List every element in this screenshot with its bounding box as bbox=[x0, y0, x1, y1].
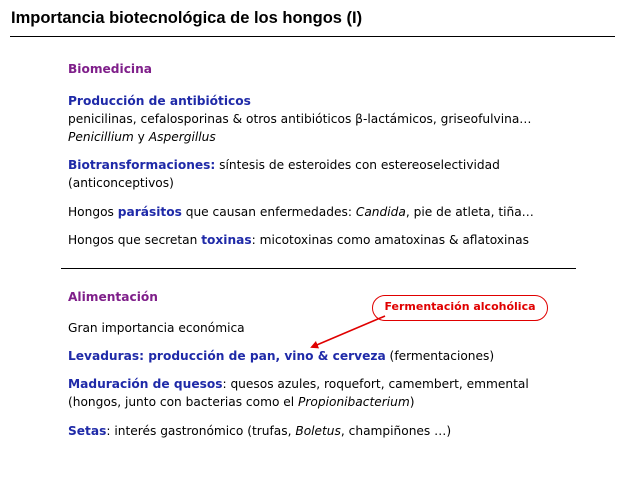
parasitos-mid: que causan enfermedades: bbox=[181, 205, 356, 219]
genus-aspergillus: Aspergillus bbox=[148, 130, 216, 144]
genus-candida: Candida bbox=[355, 205, 406, 219]
biotransformaciones-line2: (anticonceptivos) bbox=[68, 176, 174, 190]
quesos-line2-pre: (hongos, junto con bacterias como el bbox=[68, 395, 299, 409]
quesos-line2 bbox=[68, 394, 415, 410]
genus-conjunction: y bbox=[133, 130, 149, 144]
slide-title: Importancia biotecnológica de los hongos (I) bbox=[11, 9, 363, 27]
genus-penicillium: Penicillium bbox=[68, 130, 134, 144]
parasitos-post: , pie de atleta, tiña… bbox=[405, 205, 534, 219]
genus-boletus: Boletus bbox=[295, 424, 341, 438]
setas-keyword: Setas bbox=[68, 424, 107, 438]
biomedicina-heading: Biomedicina bbox=[68, 62, 153, 76]
alimentacion-heading: Alimentación bbox=[68, 290, 158, 304]
antibioticos-detail: penicilinas, cefalosporinas & otros antibióticos β-lactámicos, griseofulvina… bbox=[68, 112, 532, 126]
levaduras-keyword: Levaduras: producción de pan, vino & cerveza bbox=[68, 349, 386, 363]
toxinas-pre: Hongos que secretan bbox=[68, 233, 202, 247]
parasitos-keyword: parásitos bbox=[117, 205, 182, 219]
biotransformaciones-text: síntesis de esteroides con estereoselectividad bbox=[215, 158, 500, 172]
fermentacion-callout: Fermentación alcohólica bbox=[372, 295, 548, 321]
genus-propionibacterium: Propionibacterium bbox=[298, 395, 410, 409]
toxinas-post: : micotoxinas como amatoxinas & aflatoxinas bbox=[251, 233, 529, 247]
setas-post: , champiñones …) bbox=[340, 424, 452, 438]
setas-line bbox=[68, 423, 451, 439]
importancia-line: Gran importancia económica bbox=[68, 321, 245, 335]
quesos-keyword: Maduración de quesos bbox=[68, 377, 223, 391]
biotransformaciones-label: Biotransformaciones: bbox=[68, 158, 216, 172]
quesos-post: : quesos azules, roquefort, camembert, emmental bbox=[222, 377, 529, 391]
antibioticos-heading: Producción de antibióticos bbox=[68, 94, 251, 108]
quesos-line2-post: ) bbox=[409, 395, 415, 409]
toxinas-keyword: toxinas bbox=[201, 233, 252, 247]
levaduras-post: (fermentaciones) bbox=[385, 349, 495, 363]
setas-pre: : interés gastronómico (trufas, bbox=[106, 424, 296, 438]
quesos-line bbox=[68, 376, 529, 392]
parasitos-pre: Hongos bbox=[68, 205, 118, 219]
levaduras-line bbox=[68, 348, 494, 364]
